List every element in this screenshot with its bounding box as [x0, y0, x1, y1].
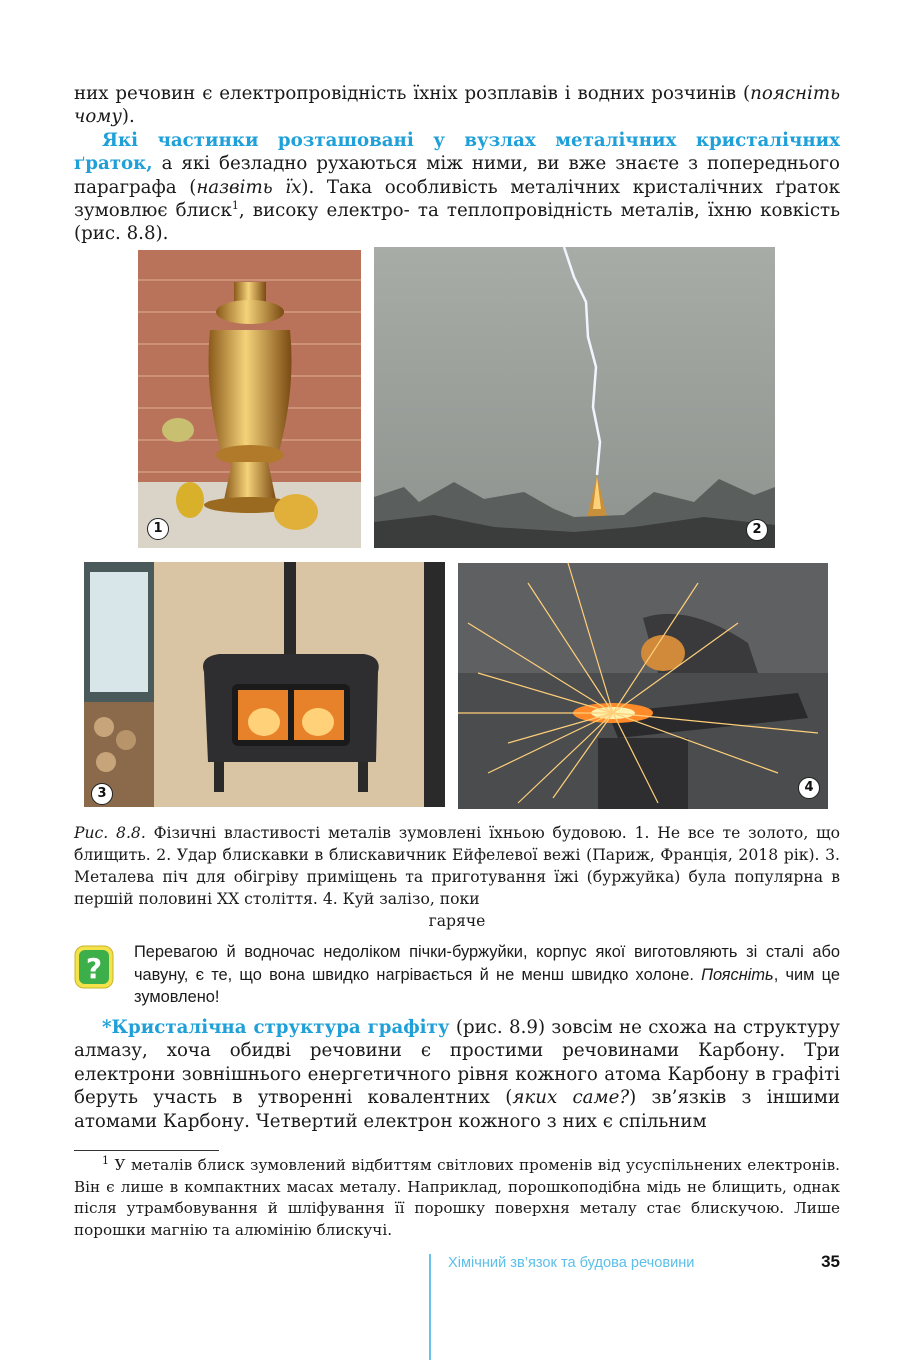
footnote-ref: 1: [231, 198, 239, 212]
photo-forge-sparks: [458, 563, 828, 809]
body-text-graphite: [74, 1016, 840, 1133]
paragraph-2: Які частинки розташовані у вузлах металічних кристалічних ґраток, а які безладно рухаються між ними, ви вже знаєте з попереднього параграфа (назвіть їх). Така особливість металічних кристалічних ґраток зумовлює блиск$^1$, високу електро- та теплопровідність металів, їхню ковкість (рис. 8.8).: [74, 129, 840, 245]
section-heading-graphite: *Кристалічна структура графіту: [102, 1017, 450, 1038]
running-title: Хімічний зв’язок та будова речовини: [448, 1255, 695, 1271]
footnote: $^1$ У металів блиск зумовлений відбиттям світлових променів від усуспільнених електронів. Він є лише в компактних масах металу. Наприклад, порошкоподібна мідь не блищить, однак після утрамбовування й шліфування її порошку поверхня металу стає блискучою. Лише порошки магнію та алюмінію блискучі.: [74, 1153, 840, 1239]
photo-number-4: 4: [798, 777, 820, 799]
photo-number-3: 3: [91, 783, 113, 805]
page-number: 35: [821, 1252, 840, 1271]
photo-number-1: 1: [147, 518, 169, 540]
photo-lightning-eiffel: [374, 247, 775, 548]
highlight-question: Які частинки розташовані у вузлах металічних кристалічних ґраток,: [74, 129, 840, 175]
footnote-mark: 1: [102, 1153, 109, 1167]
paragraph-1: них речовин є електропровідність їхніх розплавів і водних розчинів (поясніть чому).: [74, 83, 840, 128]
caption-label: Рис. 8.8.: [74, 824, 146, 842]
figure-caption: Рис. 8.8. Фізичні властивості металів зумовлені їхньою будовою. 1. Не все те золото, що блищить. 2. Удар блискавки в блискавичник Ейфелевої вежі (Париж, Франція, 2018 рік). 3. Металева піч для обігріву приміщень та приготування їжі (буржуйка) була популярна в першій половині XX століття. 4. Куй залізо, поки гаряче: [74, 824, 840, 930]
paragraph-graphite: *Кристалічна структура графіту (рис. 8.9) зовсім не схожа на структуру алмазу, хоча обидві речовини є простими речовинами Карбону. Три електрони зовнішнього енергетичного рівня кожного атома Карбону в графіті беруть участь в утворенні ковалентних (яких саме?) зв’язків з іншими атомами Карбону. Четвертий електрон кожного з них є спільним: [74, 1017, 840, 1132]
svg-text:?: ?: [85, 952, 103, 985]
question-text: Перевагою й водночас недоліком пічки-буржуйки, корпус якої виготовляють зі сталі або чавуну, є те, що вона швидко нагрівається й не менш швидко холоне. Поясніть, чим це зумовлено!: [134, 943, 840, 1006]
photo-samovar: [138, 250, 361, 548]
photo-number-2: 2: [746, 519, 768, 541]
question-icon: [74, 945, 114, 989]
photo-stove: [84, 562, 445, 807]
footer-divider: [429, 1254, 431, 1360]
footnote-divider: [74, 1150, 219, 1151]
body-text-top: [74, 82, 840, 246]
